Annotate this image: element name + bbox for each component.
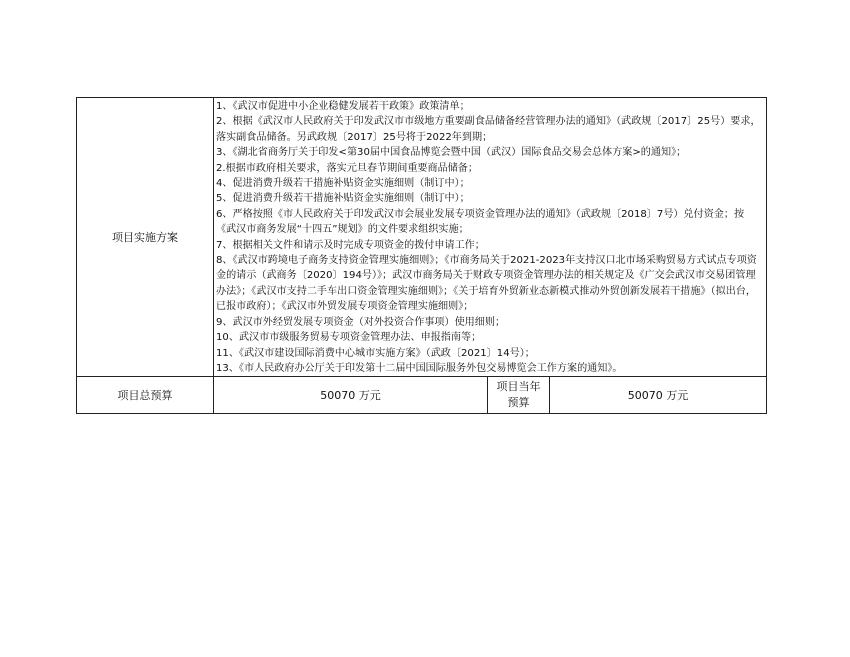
plan-line: 7、根据相关文件和请示及时完成专项资金的拨付申请工作； — [216, 239, 485, 251]
plan-row — [77, 98, 767, 377]
plan-line: 10、武汉市市级服务贸易专项资金管理办法、申报指南等； — [216, 332, 482, 344]
plan-line: 2、根据《武汉市人民政府关于印发武汉市市级地方重要副食品储备经营管理办法的通知》（武政规〔2017〕25号）要求，落实副食品储备。另武政规〔2017〕25号将于2022年到期； — [216, 116, 761, 143]
plan-label: 项目实施方案 — [77, 98, 214, 377]
budget-table-container — [76, 97, 766, 414]
plan-line: 6、严格按照《市人民政府关于印发武汉市会展业发展专项资金管理办法的通知》（武政规〔2018〕7号）兑付资金；按《武汉市商务发展“十四五”规划》的文件要求组织实施； — [216, 208, 745, 236]
plan-line: 13、《市人民政府办公厅关于印发第十二届中国国际服务外包交易博览会工作方案的通知》。 — [216, 362, 623, 374]
plan-line: 1、《武汉市促进中小企业稳健发展若干政策》政策清单； — [216, 101, 470, 112]
plan-line: 4、促进消费升级若干措施补贴资金实施细则（制订中）； — [216, 178, 470, 190]
plan-line: 3、《湖北省商务厅关于印发<第30届中国食品博览会暨中国（武汉）国际食品交易会总体方案>的通知》； — [216, 147, 687, 159]
total-budget-value: 50070 万元 — [214, 377, 488, 414]
plan-line: 11、《武汉市建设国际消费中心城市实施方案》（武政〔2021〕14号）； — [216, 347, 535, 359]
plan-line: 2.根据市政府相关要求，落实元旦春节期间重要商品储备； — [216, 162, 478, 174]
plan-line: 9、武汉市外经贸发展专项资金（对外投资合作事项）使用细则； — [216, 316, 506, 328]
plan-line: 5、促进消费升级若干措施补贴资金实施细则（制订中）； — [216, 193, 470, 205]
plan-line: 8、《武汉市跨境电子商务支持资金管理实施细则》；《市商务局关于2021-2023年支持汉口北市场采购贸易方式试点专项资金的请示（武商务〔2020〕194号）》；武汉市商务局关于财政专项资金管理办法的相关规定及《广交会武汉市交易团管理办法》；《武汉市支持二手车出口资金管理实施细则》；《关于培育外贸新业态新模式推动外贸创新发展若干措施》（拟出台，已报市政府）；《武汉市外贸发展专项资金管理实施细则》； — [216, 255, 757, 313]
project-plan-table — [76, 97, 767, 414]
year-budget-value: 50070 万元 — [550, 377, 767, 414]
year-budget-label-line1: 项目当年 — [496, 380, 541, 394]
total-budget-label: 项目总预算 — [77, 377, 214, 414]
year-budget-label-line2: 预算 — [507, 396, 530, 410]
budget-row — [77, 377, 767, 414]
plan-content — [214, 98, 767, 377]
year-budget-label — [488, 377, 550, 414]
